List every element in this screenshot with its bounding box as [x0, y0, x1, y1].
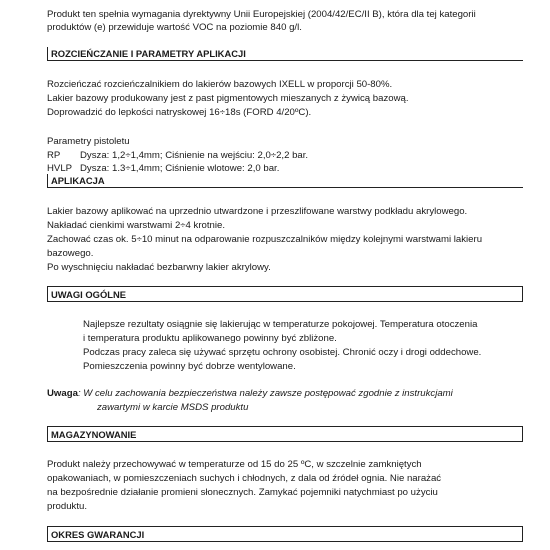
general-line-1: Najlepsze rezultaty osiągnie się lakierując w temperaturze pokojowej. Temperatura otoczenia	[83, 319, 478, 330]
storage-line-1: Produkt należy przechowywać w temperaturze od 15 do 25 ºC, w szczelnie zamkniętych	[47, 459, 422, 470]
section-title-application: APLIKACJA	[47, 174, 523, 188]
general-line-3: Podczas pracy zaleca się używać sprzętu ochrony osobistej. Chronić oczy i drogi oddechowe.	[83, 347, 482, 358]
dilution-line-2: Lakier bazowy produkowany jest z past pigmentowych mieszanych z żywicą bazową.	[47, 93, 409, 104]
application-line-3: Zachować czas ok. 5÷10 minut na odparowanie rozpuszczalników między kolejnymi warstwami lakieru	[47, 234, 483, 245]
intro-line-1: Produkt ten spełnia wymagania dyrektywny Unii Europejskiej (2004/42/EC/II B), która dla tej kategorii	[47, 9, 476, 20]
storage-line-2: opakowaniach, w pomieszczeniach suchych i chłodnych, z dala od źródeł ognia. Nie narażać	[47, 473, 442, 484]
storage-line-3: na bezpośrednie działanie promieni słonecznych. Zamykać pojemniki natychmiast po użyciu	[47, 487, 438, 498]
safety-note-text: : W celu zachowania bezpieczeństwa należy zawsze postępować zgodnie z instrukcjami	[77, 388, 453, 399]
section-title-warranty: OKRES GWARANCJI	[47, 526, 523, 542]
storage-line-4: produktu.	[47, 501, 88, 512]
general-line-4: Pomieszczenia powinny być dobrze wentylowane.	[83, 361, 296, 372]
safety-note-line-2: zawartymi w karcie MSDS produktu	[97, 402, 249, 413]
section-title-storage: MAGAZYNOWANIE	[47, 426, 523, 442]
application-line-1: Lakier bazowy aplikować na uprzednio utwardzone i przeszlifowane warstwy podkładu akrylowego.	[47, 206, 468, 217]
gun-param-row	[47, 150, 308, 163]
section-title-general: UWAGI OGÓLNE	[47, 286, 523, 302]
application-line-5: Po wyschnięciu nakładać bezbarwny lakier akrylowy.	[47, 262, 271, 273]
application-line-4: bazowego.	[47, 248, 94, 259]
dilution-line-1: Rozcieńczać rozcieńczalnikiem do lakierów bazowych IXELL w proporcji 50-80%.	[47, 79, 393, 90]
gun-params-title: Parametry pistoletu	[47, 136, 130, 147]
general-line-2: i temperatura produktu aplikowanego powinny być zbliżone.	[83, 333, 337, 344]
section-title-dilution: ROZCIEŃCZANIE I PARAMETRY APLIKACJI	[47, 47, 523, 61]
gun-param-label: RP	[47, 150, 61, 161]
dilution-line-3: Doprowadzić do lepkości natryskowej 16÷18s (FORD 4/20ºC).	[47, 107, 312, 118]
safety-note-line-1	[47, 388, 453, 401]
safety-note-label: Uwaga	[47, 388, 78, 399]
application-line-2: Nakładać cienkimi warstwami 2÷4 krotnie.	[47, 220, 226, 231]
gun-param-label: HVLP	[47, 163, 73, 174]
gun-param-value: Dysza: 1.3÷1,4mm; Ciśnienie wlotowe: 2,0 bar.	[80, 163, 280, 174]
gun-param-value: Dysza: 1,2÷1,4mm; Ciśnienie na wejściu: 2,0÷2,2 bar.	[80, 150, 309, 161]
intro-line-2: produktów (e) przewiduje wartość VOC na poziomie 840 g/l.	[47, 22, 302, 33]
